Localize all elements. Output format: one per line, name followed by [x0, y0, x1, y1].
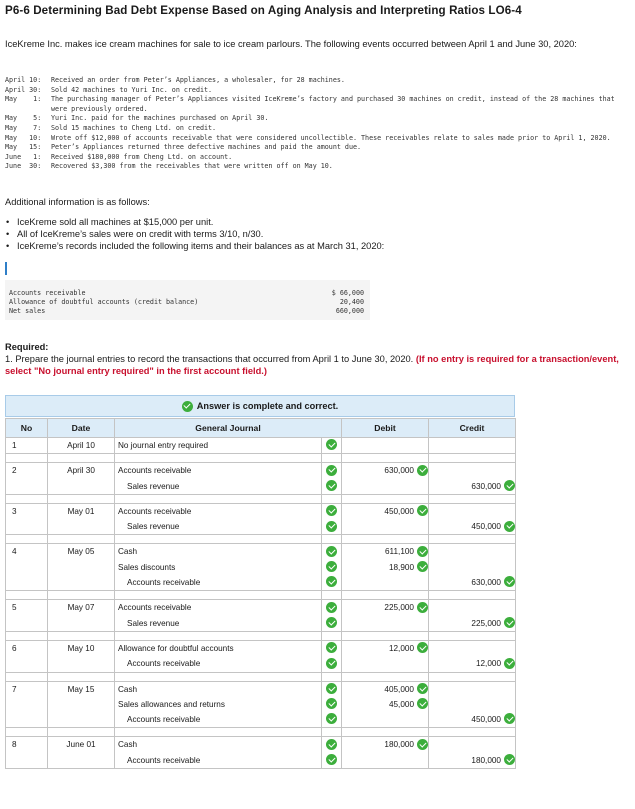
check-icon: [326, 521, 337, 532]
section-marker: [5, 262, 7, 275]
balance-row: [9, 307, 364, 315]
additional-info-list: [5, 216, 625, 252]
entry-credit-cell: [429, 503, 516, 535]
event-date: May 15:: [5, 143, 42, 152]
balance-value: 660,000: [335, 307, 364, 315]
entry-credit-cell: [429, 463, 516, 495]
spacer-cell: [6, 672, 48, 681]
spacer-cell: [322, 454, 342, 463]
entry-debit-cell: [342, 544, 429, 591]
event-item: [5, 95, 631, 114]
spacer-cell: [322, 591, 342, 600]
entry-date: May 15: [67, 684, 95, 694]
spacer-cell: [342, 591, 429, 600]
entry-number: 2: [12, 466, 17, 476]
entry-number: 8: [12, 740, 17, 750]
intro-text: IceKreme Inc. makes ice cream machines for sale to ice cream parlours. The following events occurred between April 1 and June 30, 2020:: [5, 39, 577, 49]
entry-accounts-cell: [115, 681, 322, 728]
row-spacer: [6, 454, 516, 463]
additional-info-item: • IceKreme’s records included the following items and their balances as at March 31, 2020:: [5, 240, 625, 252]
entry-debit-cell: [342, 681, 429, 728]
check-icon: [504, 713, 515, 724]
account-check: [322, 712, 341, 727]
balance-row: [9, 298, 364, 306]
entry-number-cell: [6, 438, 48, 454]
debit-field[interactable]: [342, 737, 428, 752]
entry-check-cell: [322, 600, 342, 632]
entry-credit-cell: [429, 681, 516, 728]
event-date: May 10:: [5, 133, 42, 142]
col-header-debit: Debit: [342, 419, 429, 438]
debit-field[interactable]: [342, 682, 428, 697]
entry-check-cell: [322, 640, 342, 672]
debit-field[interactable]: [342, 560, 428, 575]
additional-info-item: • All of IceKreme’s sales were on credit with terms 3/10, n/30.: [5, 228, 625, 240]
entry-number: 3: [12, 506, 17, 516]
row-spacer: [6, 672, 516, 681]
balance-value: $ 66,000: [331, 289, 364, 297]
additional-info-item: • IceKreme sold all machines at $15,000 per unit.: [5, 216, 625, 228]
spacer-cell: [6, 631, 48, 640]
debit-field[interactable]: [342, 438, 428, 453]
entry-check-cell: [322, 503, 342, 535]
entry-number-cell: [6, 600, 48, 632]
spacer-cell: [6, 454, 48, 463]
credit-amount[interactable]: 630,000: [471, 481, 501, 491]
spacer-cell: [322, 631, 342, 640]
check-icon: [417, 465, 428, 476]
spacer-cell: [48, 672, 115, 681]
debit-amount[interactable]: 18,900: [388, 562, 414, 572]
event-item: [5, 162, 631, 172]
additional-info-title: Additional information is as follows:: [5, 197, 150, 207]
event-date: May 5:: [5, 114, 42, 123]
account-check: [322, 438, 341, 453]
debit-amount[interactable]: 630,000: [384, 466, 414, 476]
account-check: [322, 479, 341, 494]
entry-date: June 01: [66, 740, 96, 750]
account-check: [322, 682, 341, 697]
account-check: [322, 544, 341, 559]
required-instructions: [5, 353, 630, 377]
check-icon: [417, 561, 428, 572]
spacer-cell: [6, 728, 48, 737]
credit-field[interactable]: [429, 697, 515, 712]
credit-amount[interactable]: 12,000: [475, 659, 501, 669]
event-text: The purchasing manager of Peter’s Appliances visited IceKreme’s factory and purchased 30 machines on credit, instead of the 28 machines that were previously ordered.: [51, 95, 615, 113]
account-field[interactable]: Accounts receivable: [118, 466, 192, 476]
account-field[interactable]: Accounts receivable: [118, 506, 192, 516]
entry-credit-cell: [429, 737, 516, 769]
account-field[interactable]: Cash: [118, 547, 138, 557]
credit-field[interactable]: [429, 600, 515, 615]
entry-debit-cell: [342, 737, 429, 769]
journal-table: [5, 418, 516, 769]
entry-accounts-cell: [115, 600, 322, 632]
credit-field[interactable]: [429, 712, 515, 727]
credit-field[interactable]: [429, 575, 515, 590]
account-field[interactable]: Accounts receivable: [127, 578, 201, 588]
spacer-cell: [48, 728, 115, 737]
entry-debit-cell: [342, 438, 429, 454]
event-item: [5, 86, 631, 96]
event-text: Peter’s Appliances returned three defective machines and paid the amount due.: [51, 143, 362, 152]
account-check: [322, 463, 341, 478]
journal-entry-row: [6, 640, 516, 672]
spacer-cell: [342, 494, 429, 503]
account-check: [322, 737, 341, 752]
check-icon: [504, 658, 515, 669]
entry-date-cell: [48, 600, 115, 632]
row-spacer: [6, 631, 516, 640]
required-text: 1. Prepare the journal entries to record the transactions that occurred from April 1 to June 30, 2020.: [5, 354, 414, 364]
spacer-cell: [48, 631, 115, 640]
account-field[interactable]: Sales revenue: [127, 481, 180, 491]
account-check: [322, 519, 341, 534]
account-check: [322, 504, 341, 519]
check-icon: [326, 465, 337, 476]
debit-field[interactable]: [342, 697, 428, 712]
check-icon: [504, 576, 515, 587]
debit-field[interactable]: [342, 641, 428, 656]
balance-value: 20,400: [339, 298, 364, 306]
check-icon: [504, 754, 515, 765]
entry-date-cell: [48, 737, 115, 769]
problem-title: P6-6 Determining Bad Debt Expense Based on Aging Analysis and Interpreting Ratios LO6-4: [5, 4, 522, 17]
check-icon: [326, 683, 337, 694]
event-item: [5, 134, 631, 144]
row-spacer: [6, 591, 516, 600]
balances-table: [5, 280, 370, 320]
credit-field[interactable]: [429, 616, 515, 631]
spacer-cell: [342, 728, 429, 737]
journal-entry-row: [6, 438, 516, 454]
event-date: June 1:: [5, 152, 42, 161]
entry-date: May 10: [67, 643, 95, 653]
entry-credit-cell: [429, 640, 516, 672]
entry-accounts-cell: [115, 503, 322, 535]
debit-field[interactable]: [342, 479, 428, 494]
entry-date: May 05: [67, 547, 95, 557]
account-field[interactable]: Cash: [118, 740, 138, 750]
entry-credit-cell: [429, 438, 516, 454]
credit-field[interactable]: [429, 641, 515, 656]
entry-credit-cell: [429, 600, 516, 632]
spacer-cell: [429, 728, 516, 737]
spacer-cell: [115, 494, 322, 503]
entry-date: April 30: [67, 466, 95, 476]
events-list: [5, 76, 631, 172]
credit-field[interactable]: [429, 753, 515, 768]
event-item: [5, 124, 631, 134]
account-field[interactable]: Accounts receivable: [127, 659, 201, 669]
event-item: [5, 76, 631, 86]
event-text: Sold 42 machines to Yuri Inc. on credit.: [51, 85, 213, 94]
spacer-cell: [342, 631, 429, 640]
account-check: [322, 753, 341, 768]
account-check: [322, 600, 341, 615]
credit-amount[interactable]: 450,000: [471, 715, 501, 725]
spacer-cell: [429, 591, 516, 600]
col-header-date: Date: [48, 419, 115, 438]
answer-status: Answer is complete and correct.: [196, 401, 339, 411]
debit-field[interactable]: [342, 544, 428, 559]
debit-field[interactable]: [342, 575, 428, 590]
entry-number: 1: [12, 441, 17, 450]
entry-number: 7: [12, 684, 17, 694]
spacer-cell: [115, 672, 322, 681]
spacer-cell: [115, 535, 322, 544]
entry-date-cell: [48, 438, 115, 454]
entry-debit-cell: [342, 600, 429, 632]
check-icon: [417, 698, 428, 709]
check-icon: [417, 642, 428, 653]
entry-debit-cell: [342, 463, 429, 495]
spacer-cell: [322, 535, 342, 544]
spacer-cell: [48, 535, 115, 544]
check-icon: [417, 683, 428, 694]
event-date: May 1:: [5, 95, 42, 104]
event-text: Yuri Inc. paid for the machines purchased on April 30.: [51, 114, 269, 123]
check-icon: [504, 480, 515, 491]
credit-field[interactable]: [429, 519, 515, 534]
balance-row: [9, 289, 364, 297]
spacer-cell: [342, 454, 429, 463]
balance-label: Net sales: [9, 307, 46, 315]
journal-entry-row: [6, 737, 516, 769]
check-icon: [326, 658, 337, 669]
credit-field[interactable]: [429, 560, 515, 575]
entry-number-cell: [6, 503, 48, 535]
event-text: Sold 15 machines to Cheng Ltd. on credit.: [51, 123, 217, 132]
entry-check-cell: [322, 438, 342, 454]
debit-field[interactable]: [342, 753, 428, 768]
credit-amount[interactable]: 630,000: [471, 578, 501, 588]
check-icon: [417, 602, 428, 613]
debit-amount[interactable]: 450,000: [384, 506, 414, 516]
row-spacer: [6, 535, 516, 544]
entry-number-cell: [6, 544, 48, 591]
col-header-journal: General Journal: [115, 419, 342, 438]
journal-entry-row: [6, 503, 516, 535]
entry-accounts-cell: [115, 438, 322, 454]
journal-entry-row: [6, 600, 516, 632]
debit-amount[interactable]: 12,000: [388, 643, 414, 653]
entry-date: April 10: [67, 441, 95, 450]
check-icon: [326, 698, 337, 709]
check-icon: [326, 642, 337, 653]
check-icon: [417, 739, 428, 750]
row-spacer: [6, 728, 516, 737]
entry-number-cell: [6, 640, 48, 672]
entry-number-cell: [6, 681, 48, 728]
account-field[interactable]: Accounts receivable: [127, 755, 201, 765]
check-icon: [326, 480, 337, 491]
check-icon: [326, 505, 337, 516]
debit-amount[interactable]: 45,000: [388, 699, 414, 709]
check-icon: [326, 546, 337, 557]
credit-field[interactable]: [429, 504, 515, 519]
account-field[interactable]: Accounts receivable: [118, 603, 192, 613]
account-check: [322, 560, 341, 575]
spacer-cell: [322, 494, 342, 503]
account-field[interactable]: No journal entry required: [118, 441, 209, 450]
spacer-cell: [48, 591, 115, 600]
entry-credit-cell: [429, 544, 516, 591]
entry-date-cell: [48, 640, 115, 672]
entry-date: May 07: [67, 603, 95, 613]
spacer-cell: [48, 494, 115, 503]
journal-entry-row: [6, 544, 516, 591]
event-date: June 30:: [5, 162, 42, 171]
debit-field[interactable]: [342, 712, 428, 727]
event-date: May 7:: [5, 123, 42, 132]
entry-accounts-cell: [115, 640, 322, 672]
debit-field[interactable]: [342, 656, 428, 671]
entry-accounts-cell: [115, 463, 322, 495]
spacer-cell: [115, 454, 322, 463]
account-field[interactable]: Sales discounts: [118, 562, 176, 572]
entry-debit-cell: [342, 503, 429, 535]
debit-amount[interactable]: 225,000: [384, 603, 414, 613]
spacer-cell: [322, 672, 342, 681]
entry-number-cell: [6, 463, 48, 495]
debit-field[interactable]: [342, 519, 428, 534]
spacer-cell: [342, 535, 429, 544]
event-text: Recovered $3,300 from the receivables that were written off on May 10.: [51, 162, 333, 171]
credit-amount[interactable]: 180,000: [471, 755, 501, 765]
spacer-cell: [115, 591, 322, 600]
account-check: [322, 656, 341, 671]
account-check: [322, 616, 341, 631]
check-icon: [417, 546, 428, 557]
check-icon: [326, 754, 337, 765]
entry-check-cell: [322, 681, 342, 728]
check-icon: [326, 561, 337, 572]
entry-date: May 01: [67, 506, 95, 516]
credit-field[interactable]: [429, 682, 515, 697]
event-date: April 30:: [5, 85, 42, 94]
credit-field[interactable]: [429, 438, 515, 453]
credit-field[interactable]: [429, 656, 515, 671]
event-text: Received an order from Peter’s Appliances, a wholesaler, for 28 machines.: [51, 76, 345, 84]
event-item: [5, 114, 631, 124]
debit-amount[interactable]: 611,100: [385, 547, 414, 557]
debit-field[interactable]: [342, 504, 428, 519]
entry-accounts-cell: [115, 544, 322, 591]
debit-field[interactable]: [342, 463, 428, 478]
account-field[interactable]: Sales revenue: [127, 618, 180, 628]
entry-date-cell: [48, 463, 115, 495]
table-header-row: [6, 419, 516, 438]
required-note: (If no entry is required for a transaction/event, select "No journal entry required" in the first account field.): [5, 354, 619, 376]
account-field[interactable]: Allowance for doubtful accounts: [118, 643, 234, 653]
spacer-cell: [342, 672, 429, 681]
check-icon: [417, 505, 428, 516]
spacer-cell: [6, 591, 48, 600]
event-text: Wrote off $12,000 of accounts receivable that were considered uncollectible. These receivables relate to sales made prior to April 1, 2020.: [51, 133, 611, 142]
check-icon: [326, 617, 337, 628]
entry-date-cell: [48, 503, 115, 535]
event-item: [5, 153, 631, 163]
spacer-cell: [115, 728, 322, 737]
entry-number-cell: [6, 737, 48, 769]
spacer-cell: [429, 672, 516, 681]
event-item: [5, 143, 631, 153]
check-icon: [326, 739, 337, 750]
entry-accounts-cell: [115, 737, 322, 769]
col-header-credit: Credit: [429, 419, 516, 438]
debit-amount[interactable]: 180,000: [384, 740, 414, 750]
entry-check-cell: [322, 463, 342, 495]
check-icon: [326, 713, 337, 724]
answer-status-bar: [5, 395, 515, 417]
entry-number: 5: [12, 603, 17, 613]
balance-label: Allowance of doubtful accounts (credit balance): [9, 298, 199, 306]
entry-number: 6: [12, 643, 17, 653]
entry-check-cell: [322, 544, 342, 591]
journal-entry-row: [6, 463, 516, 495]
check-icon: [326, 602, 337, 613]
account-field[interactable]: Sales allowances and returns: [118, 699, 225, 709]
credit-field[interactable]: [429, 479, 515, 494]
account-check: [322, 641, 341, 656]
event-text: Received $180,000 from Cheng Ltd. on account.: [51, 152, 233, 161]
credit-field[interactable]: [429, 737, 515, 752]
credit-amount[interactable]: 225,000: [471, 618, 501, 628]
check-icon: [326, 576, 337, 587]
row-spacer: [6, 494, 516, 503]
account-field[interactable]: Sales revenue: [127, 522, 180, 532]
account-check: [322, 697, 341, 712]
spacer-cell: [429, 454, 516, 463]
credit-field[interactable]: [429, 463, 515, 478]
debit-amount[interactable]: 405,000: [384, 684, 414, 694]
spacer-cell: [322, 728, 342, 737]
spacer-cell: [429, 535, 516, 544]
entry-number: 4: [12, 547, 17, 557]
credit-amount[interactable]: 450,000: [471, 522, 501, 532]
check-icon: [182, 401, 193, 412]
entry-date-cell: [48, 681, 115, 728]
account-field[interactable]: Accounts receivable: [127, 715, 201, 725]
entry-date-cell: [48, 544, 115, 591]
journal-entry-row: [6, 681, 516, 728]
check-icon: [504, 521, 515, 532]
account-field[interactable]: Cash: [118, 684, 138, 694]
entry-check-cell: [322, 737, 342, 769]
spacer-cell: [48, 454, 115, 463]
check-icon: [504, 617, 515, 628]
entry-debit-cell: [342, 640, 429, 672]
account-check: [322, 575, 341, 590]
spacer-cell: [429, 631, 516, 640]
event-date: April 10:: [5, 76, 42, 84]
debit-field[interactable]: [342, 616, 428, 631]
spacer-cell: [429, 494, 516, 503]
spacer-cell: [6, 535, 48, 544]
col-header-no: No: [6, 419, 48, 438]
credit-field[interactable]: [429, 544, 515, 559]
required-heading: Required:: [5, 342, 49, 352]
balance-label: Accounts receivable: [9, 289, 86, 297]
spacer-cell: [115, 631, 322, 640]
check-icon: [326, 439, 337, 450]
spacer-cell: [6, 494, 48, 503]
debit-field[interactable]: [342, 600, 428, 615]
